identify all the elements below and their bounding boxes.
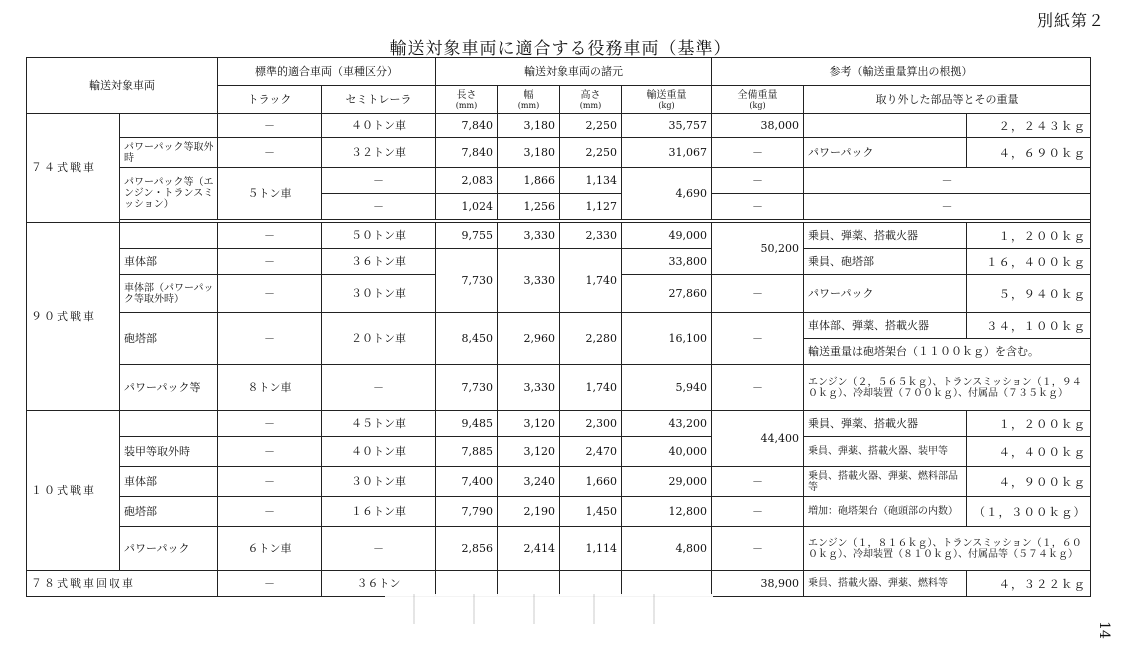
cell-truck: ８トン車 [218, 365, 322, 411]
header-truck: トラック [218, 86, 322, 114]
obscured-overlay [385, 594, 713, 624]
cell-part: 乗員、弾薬、搭載火器、装甲等 [804, 437, 967, 467]
cell-semi: ３０トン車 [322, 467, 436, 497]
cell-truck: － [218, 114, 322, 138]
cell-part-weight: ３４，１００ｋｇ [967, 313, 1091, 339]
cell-transport-weight: 35,757 [622, 114, 712, 138]
cell-truck: － [218, 497, 322, 527]
cell-truck: － [218, 313, 322, 365]
cell-full-weight: － [712, 467, 804, 497]
cell-transport-weight: 29,000 [622, 467, 712, 497]
cell-full-weight: － [712, 365, 804, 411]
sub-label: 車体部（パワーパック等取外時） [120, 275, 218, 313]
cell-part-weight: ５，９４０ｋｇ [967, 275, 1091, 313]
page-number: 14 [1096, 621, 1113, 639]
cell-part-weight: ４，４００ｋｇ [967, 437, 1091, 467]
cell-part: エンジン（１，８１６ｋｇ）、トランスミッション（１，６００ｋｇ）、冷却装置（８１０ｋｇ）、付属品等（５７４ｋｇ） [804, 527, 1091, 571]
cell-full-weight: － [712, 194, 804, 220]
annex-label: 別紙第２ [1036, 11, 1105, 30]
header-semitrailer: セミトレーラ [322, 86, 436, 114]
cell-part-weight: ４，６９０ｋｇ [967, 138, 1091, 168]
cell-part: － [804, 168, 1091, 194]
cell-semi: ３２トン車 [322, 138, 436, 168]
cell-transport-weight: 4,800 [622, 527, 712, 571]
cell-length: 8,450 [436, 313, 498, 365]
cell-transport-weight: 31,067 [622, 138, 712, 168]
cell-length: 7,885 [436, 437, 498, 467]
cell-semi: － [322, 527, 436, 571]
group-type90: ９０式戦車 [27, 223, 120, 411]
cell-part: 乗員、搭載火器、弾薬、燃料等 [804, 571, 967, 597]
header-height: 高さ (mm) [560, 86, 622, 114]
cell-full-weight: － [712, 275, 804, 313]
cell-semi: １６トン車 [322, 497, 436, 527]
sub-label: 車体部 [120, 467, 218, 497]
sub-label: パワーパック等取外時 [120, 138, 218, 168]
cell-width: 3,330 [498, 223, 560, 249]
cell-full-weight: 50,200 [712, 223, 804, 275]
sub-label: 車体部 [120, 249, 218, 275]
group-type78: ７８式戦車回収車 [27, 571, 218, 597]
header-specs: 輸送対象車両の諸元 [436, 58, 712, 86]
cell-semi: ４０トン車 [322, 114, 436, 138]
header-reference: 参考（輸送重量算出の根拠） [712, 58, 1091, 86]
cell-width: 2,190 [498, 497, 560, 527]
cell-width: 3,240 [498, 467, 560, 497]
sub-label: パワーパック [120, 527, 218, 571]
cell-truck: ５トン車 [218, 168, 322, 220]
cell-height: 2,300 [560, 411, 622, 437]
cell-width: 3,330 [498, 365, 560, 411]
cell-part-weight: ４，３２２ｋｇ [967, 571, 1091, 597]
header-standard-vehicle: 標準的適合車両（車種区分） [218, 58, 436, 86]
cell-height: 2,330 [560, 223, 622, 249]
cell-transport-weight: 27,860 [622, 275, 712, 313]
cell-part-weight: （１，３００ｋｇ） [967, 497, 1091, 527]
cell-width: 3,180 [498, 138, 560, 168]
cell-length: 9,755 [436, 223, 498, 249]
cell-transport-weight: 43,200 [622, 411, 712, 437]
cell-height: 1,127 [560, 194, 622, 220]
cell-semi: － [322, 365, 436, 411]
cell-part: 乗員、弾薬、搭載火器 [804, 223, 967, 249]
cell-semi: － [322, 194, 436, 220]
sub-label: 砲塔部 [120, 497, 218, 527]
cell-length: 7,790 [436, 497, 498, 527]
cell-truck: － [218, 571, 322, 597]
cell-height: 1,740 [560, 249, 622, 313]
cell-part: 車体部、弾薬、搭載火器 [804, 313, 967, 339]
cell-truck: － [218, 223, 322, 249]
cell-width: 1,866 [498, 168, 560, 194]
cell-length: 1,024 [436, 194, 498, 220]
cell-length: 7,730 [436, 365, 498, 411]
cell-part: パワーパック [804, 275, 967, 313]
cell-width: 3,120 [498, 411, 560, 437]
cell-semi: ３６トン車 [322, 249, 436, 275]
sub-label: パワーパック等（エンジン・トランスミッション） [120, 168, 218, 220]
cell-part: 乗員、弾薬、搭載火器 [804, 411, 967, 437]
cell-length: 2,856 [436, 527, 498, 571]
header-length: 長さ (mm) [436, 86, 498, 114]
cell-full-weight: － [712, 497, 804, 527]
cell-transport-weight: 33,800 [622, 249, 712, 275]
cell-semi: ３６トン [322, 571, 436, 597]
cell-part [804, 114, 967, 138]
cell-truck: ６トン車 [218, 527, 322, 571]
cell-part: 増加：砲塔架台（砲頭部の内数） [804, 497, 967, 527]
sub-label: 砲塔部 [120, 313, 218, 365]
header-width: 幅 (mm) [498, 86, 560, 114]
cell-full-weight: － [712, 138, 804, 168]
group-type74: ７４式戦車 [27, 114, 120, 223]
cell-semi: ５０トン車 [322, 223, 436, 249]
cell-height: 2,250 [560, 114, 622, 138]
header-removed-parts: 取り外した部品等とその重量 [804, 86, 1091, 114]
cell-truck: － [218, 249, 322, 275]
cell-note: 輸送重量は砲塔架台（１１００ｋｇ）を含む。 [804, 339, 1091, 365]
cell-length: 2,083 [436, 168, 498, 194]
sub-label: 装甲等取外時 [120, 437, 218, 467]
cell-part: 乗員、搭載火器、弾薬、燃料部品等 [804, 467, 967, 497]
header-transport-weight: 輸送重量 (kg) [622, 86, 712, 114]
vehicle-table [26, 57, 1091, 597]
cell-width: 1,256 [498, 194, 560, 220]
cell-height: 2,280 [560, 313, 622, 365]
sub-label: パワーパック等 [120, 365, 218, 411]
cell-part-weight: ４，９００ｋｇ [967, 467, 1091, 497]
cell-truck: － [218, 437, 322, 467]
cell-length: 7,840 [436, 138, 498, 168]
cell-part-weight: １，２００ｋｇ [967, 223, 1091, 249]
cell-width: 3,180 [498, 114, 560, 138]
cell-height: 2,250 [560, 138, 622, 168]
cell-transport-weight: 5,940 [622, 365, 712, 411]
cell-part: パワーパック [804, 138, 967, 168]
cell-semi: － [322, 168, 436, 194]
cell-part-weight: ２，２４３ｋｇ [967, 114, 1091, 138]
cell-height: 1,450 [560, 497, 622, 527]
cell-width: 2,414 [498, 527, 560, 571]
cell-truck: － [218, 138, 322, 168]
cell-length: 9,485 [436, 411, 498, 437]
cell-full-weight: － [712, 527, 804, 571]
cell-transport-weight: 4,690 [622, 168, 712, 220]
cell-truck: － [218, 467, 322, 497]
cell-transport-weight: 49,000 [622, 223, 712, 249]
cell-height: 1,134 [560, 168, 622, 194]
cell-part: エンジン（２，５６５ｋｇ）、トランスミッション（１，９４０ｋｇ）、冷却装置（７００ｋｇ）、付属品（７３５ｋｇ） [804, 365, 1091, 411]
cell-width: 2,960 [498, 313, 560, 365]
cell-full-weight: － [712, 313, 804, 365]
cell-height: 1,114 [560, 527, 622, 571]
cell-full-weight: 38,000 [712, 114, 804, 138]
cell-height: 1,660 [560, 467, 622, 497]
cell-length: 7,400 [436, 467, 498, 497]
cell-height: 2,470 [560, 437, 622, 467]
cell-full-weight: － [712, 168, 804, 194]
cell-part-weight: １６，４００ｋｇ [967, 249, 1091, 275]
group-type10: １０式戦車 [27, 411, 120, 571]
cell-length: 7,730 [436, 249, 498, 313]
cell-full-weight: 38,900 [712, 571, 804, 597]
cell-semi: ３０トン車 [322, 275, 436, 313]
cell-transport-weight: 16,100 [622, 313, 712, 365]
cell-width: 3,120 [498, 437, 560, 467]
cell-width: 3,330 [498, 249, 560, 313]
document-title: 輸送対象車両に適合する役務車両（基準） [389, 39, 732, 59]
cell-truck: － [218, 275, 322, 313]
cell-semi: ２０トン車 [322, 313, 436, 365]
cell-height: 1,740 [560, 365, 622, 411]
cell-semi: ４０トン車 [322, 437, 436, 467]
cell-full-weight: 44,400 [712, 411, 804, 467]
cell-truck: － [218, 411, 322, 437]
cell-transport-weight: 40,000 [622, 437, 712, 467]
header-target-vehicle: 輸送対象車両 [27, 58, 218, 114]
header-full-weight: 全備重量 (kg) [712, 86, 804, 114]
cell-part: － [804, 194, 1091, 220]
cell-transport-weight: 12,800 [622, 497, 712, 527]
cell-part-weight: １，２００ｋｇ [967, 411, 1091, 437]
cell-semi: ４５トン車 [322, 411, 436, 437]
cell-part: 乗員、砲塔部 [804, 249, 967, 275]
cell-length: 7,840 [436, 114, 498, 138]
